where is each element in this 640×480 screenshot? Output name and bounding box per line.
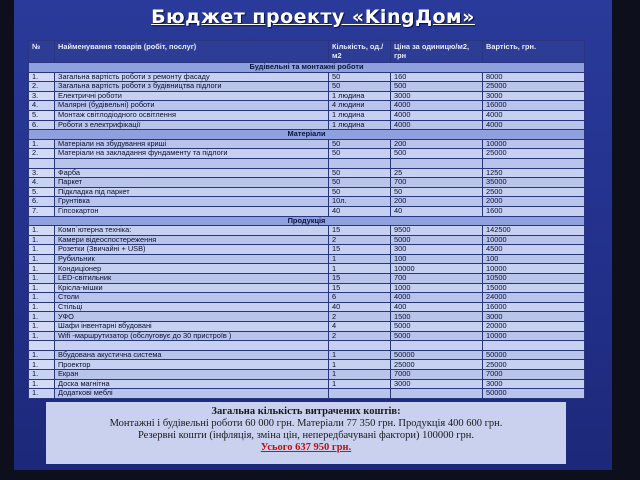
table-row	[29, 206, 585, 216]
row-number: 1.	[29, 139, 55, 149]
header-item-name: Найменування товарів (робіт, послуг)	[55, 41, 329, 63]
row-unit-price: 200	[391, 197, 483, 207]
row-cost: 10500	[483, 274, 585, 284]
row-quantity: 15	[329, 274, 391, 284]
table-body	[29, 63, 585, 399]
row-unit-price	[391, 158, 483, 168]
row-number: 1.	[29, 264, 55, 274]
table-row	[29, 226, 585, 236]
table-row	[29, 341, 585, 351]
row-number: 5.	[29, 110, 55, 120]
row-number	[29, 341, 55, 351]
row-item-name: Монтаж світлодіодного освітлення	[55, 110, 329, 120]
row-number: 1.	[29, 331, 55, 341]
header-unit-price: Ціна за одиницю/м2, грн	[391, 41, 483, 63]
row-quantity: 50	[329, 178, 391, 188]
row-number: 1.	[29, 389, 55, 399]
row-unit-price: 5000	[391, 235, 483, 245]
row-item-name: Крісла-мішки	[55, 283, 329, 293]
budget-table	[28, 40, 585, 399]
row-number: 1.	[29, 302, 55, 312]
row-unit-price: 400	[391, 302, 483, 312]
row-cost: 7000	[483, 370, 585, 380]
row-quantity: 1 людина	[329, 110, 391, 120]
row-cost: 50000	[483, 389, 585, 399]
row-cost: 4000	[483, 120, 585, 130]
row-item-name: Екран	[55, 370, 329, 380]
row-quantity: 6	[329, 293, 391, 303]
row-unit-price: 160	[391, 72, 483, 82]
table-row	[29, 91, 585, 101]
row-unit-price: 500	[391, 149, 483, 159]
row-cost: 3000	[483, 312, 585, 322]
table-row	[29, 72, 585, 82]
table-row	[29, 245, 585, 255]
table-row	[29, 322, 585, 332]
row-number: 1.	[29, 370, 55, 380]
row-unit-price: 40	[391, 206, 483, 216]
row-number: 6.	[29, 120, 55, 130]
row-cost: 10000	[483, 139, 585, 149]
table-row	[29, 360, 585, 370]
row-cost: 10000	[483, 235, 585, 245]
row-unit-price: 3000	[391, 379, 483, 389]
row-unit-price: 4000	[391, 110, 483, 120]
row-item-name: Грунтівка	[55, 197, 329, 207]
row-number: 1.	[29, 72, 55, 82]
row-unit-price: 10000	[391, 264, 483, 274]
row-cost: 20000	[483, 322, 585, 332]
header-quantity: Кількість, од./м2	[329, 41, 391, 63]
row-unit-price: 9500	[391, 226, 483, 236]
row-cost	[483, 158, 585, 168]
row-cost: 2500	[483, 187, 585, 197]
row-unit-price: 7000	[391, 370, 483, 380]
row-item-name: Паркет	[55, 178, 329, 188]
row-quantity: 1 людина	[329, 91, 391, 101]
row-quantity: 50	[329, 82, 391, 92]
row-quantity: 50	[329, 139, 391, 149]
row-unit-price: 100	[391, 254, 483, 264]
row-item-name: Камери відеоспостереження	[55, 235, 329, 245]
row-cost: 10000	[483, 264, 585, 274]
row-cost: 4500	[483, 245, 585, 255]
row-cost: 10000	[483, 331, 585, 341]
row-unit-price: 5000	[391, 331, 483, 341]
summary-heading: Загальна кількість витрачених коштів:	[211, 406, 401, 417]
table-row	[29, 293, 585, 303]
table-row	[29, 82, 585, 92]
row-item-name: Гіпсокартон	[55, 206, 329, 216]
row-number: 4.	[29, 101, 55, 111]
row-quantity: 15	[329, 226, 391, 236]
row-quantity: 40	[329, 302, 391, 312]
row-unit-price: 25000	[391, 360, 483, 370]
row-item-name: Вбудована акустична система	[55, 350, 329, 360]
row-cost: 4000	[483, 110, 585, 120]
row-unit-price: 700	[391, 178, 483, 188]
row-cost: 16000	[483, 101, 585, 111]
row-quantity: 1	[329, 254, 391, 264]
row-item-name: УФО	[55, 312, 329, 322]
row-item-name: Столи	[55, 293, 329, 303]
row-number	[29, 158, 55, 168]
row-number: 1.	[29, 360, 55, 370]
row-number: 1.	[29, 350, 55, 360]
row-number: 1.	[29, 379, 55, 389]
table-row	[29, 120, 585, 130]
table-row	[29, 235, 585, 245]
row-number: 4.	[29, 178, 55, 188]
row-quantity: 15	[329, 283, 391, 293]
row-quantity: 40	[329, 206, 391, 216]
row-item-name: Розетки (Звичайні + USB)	[55, 245, 329, 255]
row-quantity: 1	[329, 379, 391, 389]
row-quantity: 2	[329, 312, 391, 322]
summary-line-works: Монтажні і будівельні роботи 60 000 грн. Матеріали 77 350 грн. Продукція 400 600 грн.	[109, 418, 503, 429]
row-cost: 25000	[483, 360, 585, 370]
row-number: 1.	[29, 312, 55, 322]
row-item-name: Електричні роботи	[55, 91, 329, 101]
row-quantity	[329, 341, 391, 351]
row-cost: 8000	[483, 72, 585, 82]
section-title: Будівельні та монтажні роботи	[29, 63, 585, 73]
table-row	[29, 197, 585, 207]
table-row	[29, 110, 585, 120]
row-cost: 50000	[483, 350, 585, 360]
row-quantity	[329, 389, 391, 399]
summary-total: Усього 637 950 грн.	[260, 442, 352, 453]
row-quantity: 15	[329, 245, 391, 255]
row-cost: 3000	[483, 91, 585, 101]
row-quantity: 50	[329, 72, 391, 82]
row-item-name: Шафи інвентарні вбудовані	[55, 322, 329, 332]
row-quantity: 50	[329, 149, 391, 159]
row-quantity: 1	[329, 370, 391, 380]
row-item-name	[55, 158, 329, 168]
row-item-name: Стільці	[55, 302, 329, 312]
row-item-name: Малярні (будівельні) роботи	[55, 101, 329, 111]
row-unit-price	[391, 341, 483, 351]
row-unit-price: 4000	[391, 293, 483, 303]
section-header-row	[29, 216, 585, 226]
row-number: 2.	[29, 82, 55, 92]
row-unit-price: 200	[391, 139, 483, 149]
row-quantity: 4	[329, 322, 391, 332]
row-quantity: 4 людини	[329, 101, 391, 111]
row-item-name: Роботи з електрифікації	[55, 120, 329, 130]
row-number: 1.	[29, 283, 55, 293]
table-row	[29, 389, 585, 399]
row-item-name: Загальна вартість роботи з будівництва підлоги	[55, 82, 329, 92]
row-quantity: 2	[329, 235, 391, 245]
table-row	[29, 254, 585, 264]
table-row	[29, 274, 585, 284]
row-number: 1.	[29, 293, 55, 303]
row-unit-price: 5000	[391, 322, 483, 332]
row-cost: 25000	[483, 149, 585, 159]
section-title: Продукція	[29, 216, 585, 226]
row-cost: 2000	[483, 197, 585, 207]
row-quantity: 50	[329, 168, 391, 178]
table-row	[29, 264, 585, 274]
row-unit-price: 50	[391, 187, 483, 197]
row-quantity: 1	[329, 350, 391, 360]
table-row	[29, 101, 585, 111]
table-row	[29, 350, 585, 360]
row-number: 3.	[29, 168, 55, 178]
slide-title: Бюджет проекту «KingДом»	[151, 6, 475, 28]
table-row	[29, 302, 585, 312]
row-cost: 15000	[483, 283, 585, 293]
row-unit-price: 1000	[391, 283, 483, 293]
table-header	[29, 41, 585, 63]
row-quantity: 1	[329, 360, 391, 370]
row-quantity: 1 людина	[329, 120, 391, 130]
row-item-name: Доска магнітна	[55, 379, 329, 389]
row-cost: 1600	[483, 206, 585, 216]
row-item-name: Матеріали на збудування криші	[55, 139, 329, 149]
table-row	[29, 331, 585, 341]
row-quantity: 2	[329, 331, 391, 341]
summary-line-reserve: Резервні кошти (інфляція, зміна цін, непередбачувані фактори) 100000 грн.	[137, 430, 474, 441]
row-quantity: 1	[329, 264, 391, 274]
row-cost: 25000	[483, 82, 585, 92]
row-cost: 35000	[483, 178, 585, 188]
header-number: №	[29, 41, 55, 63]
row-number: 5.	[29, 187, 55, 197]
row-number: 1.	[29, 274, 55, 284]
row-unit-price	[391, 389, 483, 399]
header-cost: Вартість, грн.	[483, 41, 585, 63]
row-quantity: 50	[329, 187, 391, 197]
row-item-name: Комп`ютерна техніка:	[55, 226, 329, 236]
summary-box	[46, 402, 566, 464]
section-title: Матеріали	[29, 130, 585, 140]
row-item-name	[55, 341, 329, 351]
row-item-name: Підкладка під паркет	[55, 187, 329, 197]
row-unit-price: 1500	[391, 312, 483, 322]
row-quantity: 10л.	[329, 197, 391, 207]
row-number: 1.	[29, 254, 55, 264]
row-unit-price: 300	[391, 245, 483, 255]
table-row	[29, 312, 585, 322]
row-cost: 24000	[483, 293, 585, 303]
row-cost: 3000	[483, 379, 585, 389]
table-row	[29, 187, 585, 197]
table-row	[29, 370, 585, 380]
row-item-name: LED-світильник	[55, 274, 329, 284]
row-cost: 100	[483, 254, 585, 264]
row-item-name: Wifi -маршрутизатор (обслуговує до 30 пристроїв )	[55, 331, 329, 341]
row-cost: 16000	[483, 302, 585, 312]
row-item-name: Загальна вартість роботи з ремонту фасаду	[55, 72, 329, 82]
row-unit-price: 3000	[391, 91, 483, 101]
row-unit-price: 4000	[391, 120, 483, 130]
row-item-name: Фарба	[55, 168, 329, 178]
row-item-name: Матеріали на закладання фундаменту та підлоги	[55, 149, 329, 159]
row-number: 1.	[29, 322, 55, 332]
row-number: 2.	[29, 149, 55, 159]
row-item-name: Кондиціонер	[55, 264, 329, 274]
row-number: 1.	[29, 245, 55, 255]
row-item-name: Додаткові меблі	[55, 389, 329, 399]
row-number: 7.	[29, 206, 55, 216]
row-number: 6.	[29, 197, 55, 207]
table-row	[29, 149, 585, 159]
row-unit-price: 4000	[391, 101, 483, 111]
table-row	[29, 158, 585, 168]
row-number: 3.	[29, 91, 55, 101]
row-number: 1.	[29, 226, 55, 236]
row-cost: 1250	[483, 168, 585, 178]
table-row	[29, 283, 585, 293]
row-unit-price: 500	[391, 82, 483, 92]
row-quantity	[329, 158, 391, 168]
row-item-name: Проектор	[55, 360, 329, 370]
row-unit-price: 25	[391, 168, 483, 178]
row-cost	[483, 341, 585, 351]
table-row	[29, 168, 585, 178]
section-header-row	[29, 130, 585, 140]
presentation-slide	[14, 0, 612, 470]
row-unit-price: 50000	[391, 350, 483, 360]
table-row	[29, 139, 585, 149]
table-row	[29, 379, 585, 389]
row-item-name: Рубильник	[55, 254, 329, 264]
row-number: 1.	[29, 235, 55, 245]
row-unit-price: 700	[391, 274, 483, 284]
row-cost: 142500	[483, 226, 585, 236]
section-header-row	[29, 63, 585, 73]
table-row	[29, 178, 585, 188]
